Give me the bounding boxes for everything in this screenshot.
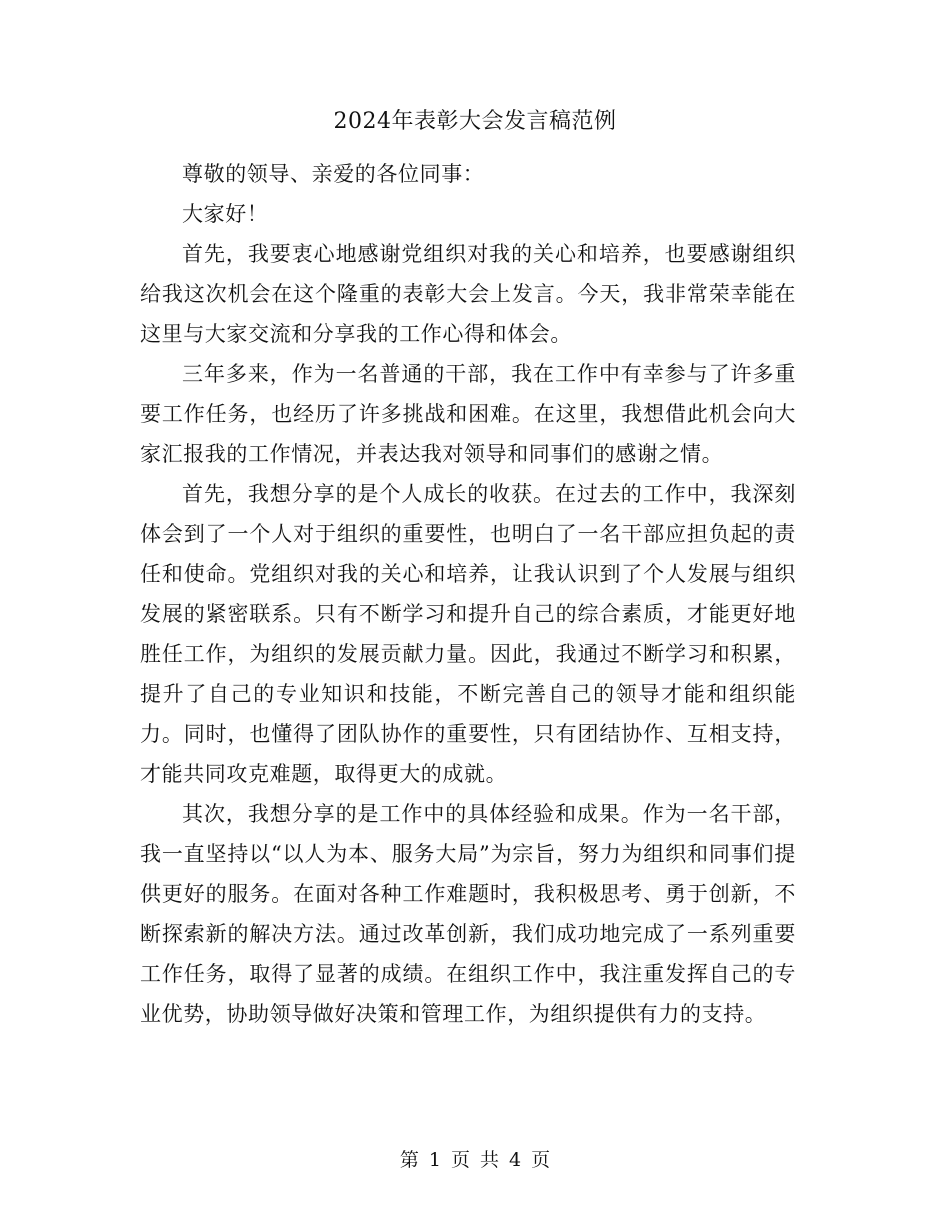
greeting: 大家好！: [182, 202, 269, 226]
salutation: 尊敬的领导、亲爱的各位同事：: [182, 162, 485, 186]
document-body: [140, 154, 796, 1034]
paragraph-personal-growth: 首先，我想分享的是个人成长的收获。在过去的工作中，我深刻体会到了一个人对于组织的重要性，也明白了一名干部应担负起的责任和使命。党组织对我的关心和培养，让我认识到了个人发展与组织发展的紧密联系。只有不断学习和提升自己的综合素质，才能更好地胜任工作，为组织的发展贡献力量。因此，我通过不断学习和积累，提升了自己的专业知识和技能，不断完善自己的领导才能和组织能力。同时，也懂得了团队协作的重要性，只有团结协作、互相支持，才能共同攻克难题，取得更大的成就。: [140, 482, 796, 786]
document-title: 2024年表彰大会发言稿范例: [333, 109, 617, 134]
page-number-footer: 第 1 页 共 4 页: [399, 1149, 551, 1171]
paragraph-work-results: 其次，我想分享的是工作中的具体经验和成果。作为一名干部，我一直坚持以“以人为本、服务大局”为宗旨，努力为组织和同事们提供更好的服务。在面对各种工作难题时，我积极思考、勇于创新，不断探索新的解决方法。通过改革创新，我们成功地完成了一系列重要工作任务，取得了显著的成绩。在组织工作中，我注重发挥自己的专业优势，协助领导做好决策和管理工作，为组织提供有力的支持。: [140, 802, 796, 1026]
paragraph-thanks: 首先，我要衷心地感谢党组织对我的关心和培养，也要感谢组织给我这次机会在这个隆重的表彰大会上发言。今天，我非常荣幸能在这里与大家交流和分享我的工作心得和体会。: [140, 242, 796, 346]
paragraph-experience: 三年多来，作为一名普通的干部，我在工作中有幸参与了许多重要工作任务，也经历了许多挑战和困难。在这里，我想借此机会向大家汇报我的工作情况，并表达我对领导和同事们的感谢之情。: [140, 362, 796, 466]
